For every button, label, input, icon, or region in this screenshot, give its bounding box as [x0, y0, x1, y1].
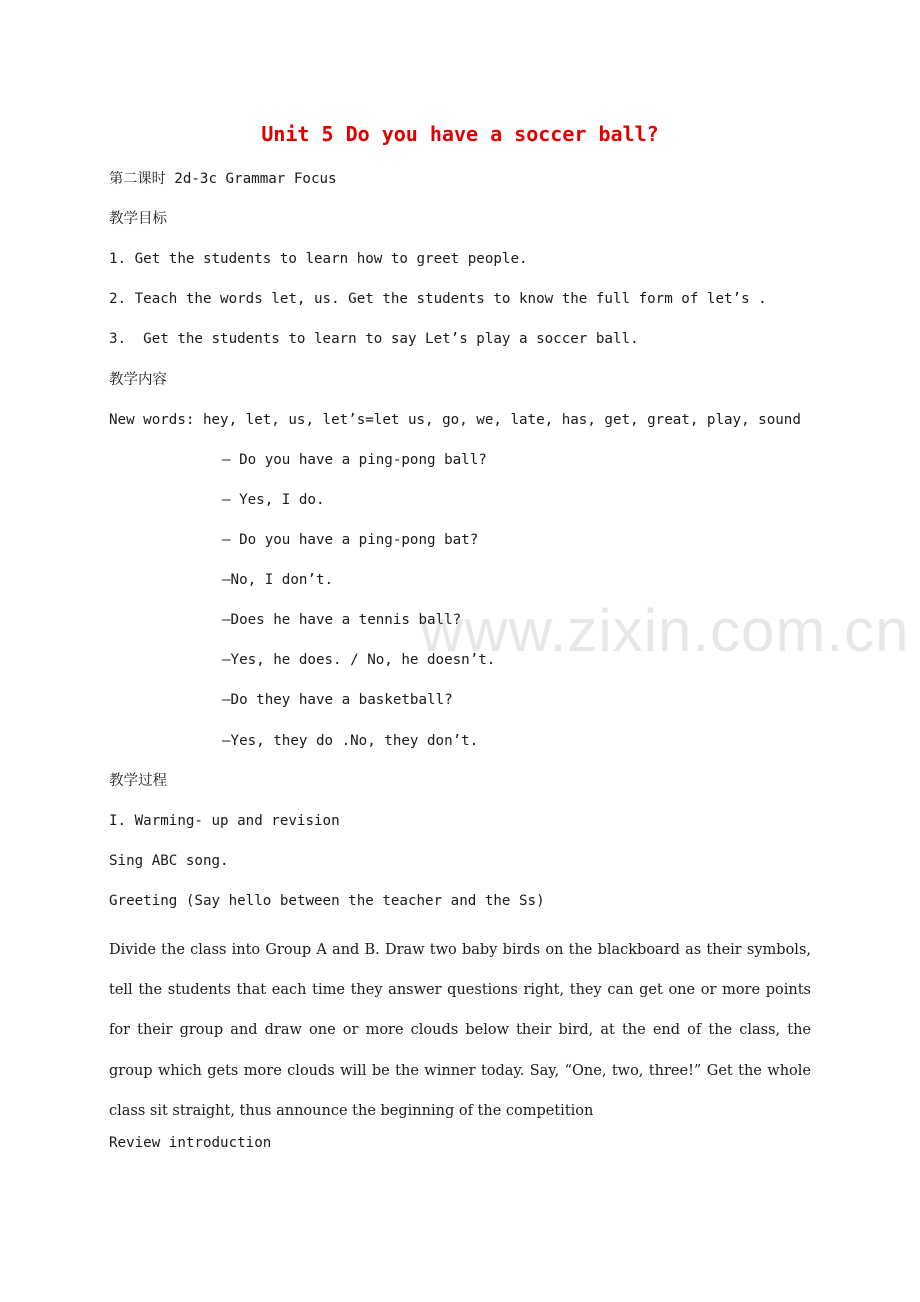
document-title: Unit 5 Do you have a soccer ball?	[261, 122, 659, 146]
objectives-heading: 教学目标	[109, 211, 167, 227]
process-step: I. Warming- up and revision	[109, 813, 340, 829]
new-words: New words: hey, let, us, let’s=let us, go, we, late, has, get, great, play, sound	[109, 412, 801, 428]
objective-item: 1. Get the students to learn how to greet people.	[109, 251, 528, 267]
dialogue-line: —No, I don’t.	[222, 572, 334, 588]
dialogue-line: —Yes, they do .No, they don’t.	[222, 733, 479, 749]
process-heading: 教学过程	[109, 773, 167, 789]
sing-line: Sing ABC song.	[109, 853, 229, 869]
dialogue-line: — Yes, I do.	[222, 492, 325, 508]
greeting-line: Greeting (Say hello between the teacher and the Ss)	[109, 893, 545, 909]
dialogue-line: —Do they have a basketball?	[222, 692, 453, 708]
dialogue-line: —Does he have a tennis ball?	[222, 612, 462, 628]
review-line: Review introduction	[109, 1135, 272, 1151]
dialogue-line: —Yes, he does. / No, he doesn’t.	[222, 652, 496, 668]
dialogue-line: — Do you have a ping-pong ball?	[222, 452, 487, 468]
activity-paragraph: Divide the class into Group A and B. Draw two baby birds on the blackboard as their symbols, tell the students that each time they answer questions right, they can get one or more points for their group and draw one or more clouds below their bird, at the end of the class, the group which gets more clouds will be the winner today. Say, “One, two, three!” Get the whole class sit straight, thus announce the beginning of the competition	[109, 942, 811, 1119]
dialogue-line: — Do you have a ping-pong bat?	[222, 532, 479, 548]
watermark: www.zixin.com.cn	[420, 597, 910, 664]
objective-item: 2. Teach the words let, us. Get the students to know the full form of let’s .	[109, 291, 767, 307]
content-heading: 教学内容	[109, 372, 167, 388]
lesson-label: 第二课时 2d-3c Grammar Focus	[109, 171, 337, 187]
objective-item: 3. Get the students to learn to say Let’s play a soccer ball.	[109, 331, 639, 347]
